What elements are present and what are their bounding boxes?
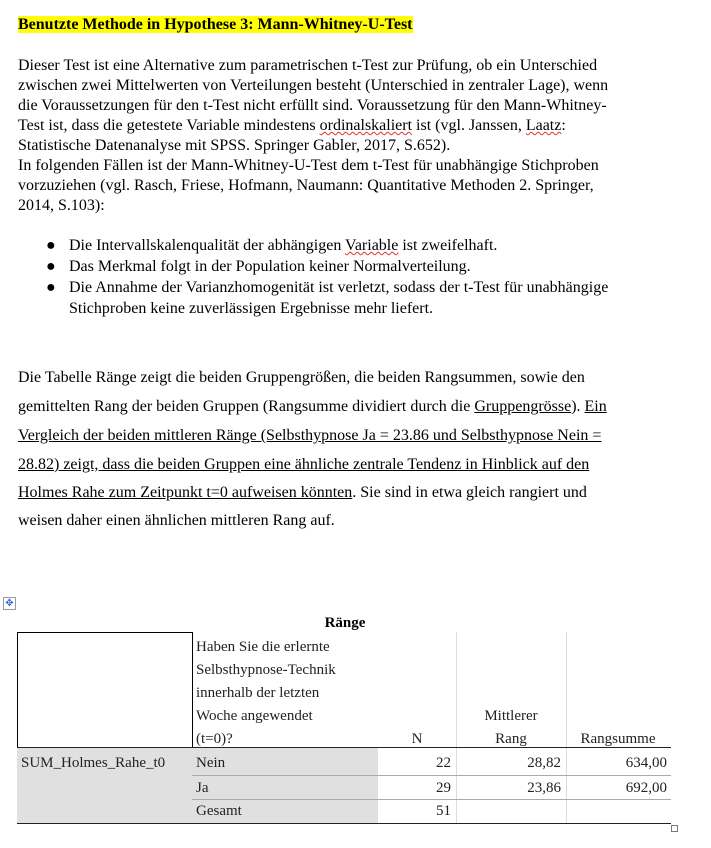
text: :	[561, 117, 566, 134]
cell-n: 51	[436, 803, 451, 819]
list-item: Das Merkmal folgt in der Population keiner Normalverteilung.	[69, 258, 471, 275]
corner-cell	[17, 632, 193, 748]
text: Holmes Rahe zum Zeitpunkt t=0 aufweisen könnten	[18, 484, 353, 501]
text-line: vorzuziehen (vgl. Rasch, Friese, Hofmann, Naumann: Quantitative Methoden 2. Springer,	[18, 177, 594, 194]
table-title: Ränge	[324, 615, 366, 631]
text: Gruppengrösse	[474, 398, 572, 415]
list-item-continuation: Stichproben keine zuverlässigen Ergebnisse mehr liefert.	[69, 300, 434, 317]
spellcheck-word[interactable]: Laatz	[525, 117, 562, 134]
list-item	[69, 236, 497, 256]
header-text: Woche angewendet	[196, 708, 313, 724]
cell-rank-sum: 692,00	[625, 780, 667, 796]
divider	[192, 775, 671, 776]
list-item: Die Annahme der Varianzhomogenität ist verletzt, sodass der t-Test für unabhängige	[69, 279, 609, 296]
header-text: Selbsthypnose-Technik	[196, 662, 336, 678]
divider	[17, 747, 671, 748]
bullet-icon: ●	[46, 258, 56, 275]
column-header-n: N	[411, 731, 423, 747]
header-text: innerhalb der letzten	[196, 685, 320, 701]
text-line	[18, 397, 607, 417]
text: gemittelten Rang der beiden Gruppen (Rangsumme dividiert durch die	[18, 398, 475, 415]
text-line: 28.82) zeigt, dass die beiden Gruppen eine ähnliche zentrale Tendenz in Hinblick auf den	[18, 456, 590, 473]
row-label: Ja	[196, 780, 209, 796]
text-line: Dieser Test ist eine Alternative zum parametrischen t-Test zur Prüfung, ob ein Unterschied	[18, 57, 598, 74]
text: Ein	[584, 398, 607, 415]
variable-label: SUM_Holmes_Rahe_t0	[21, 755, 166, 771]
column-header-mean-rank: Mittlerer	[484, 708, 538, 724]
row-label: Nein	[196, 755, 226, 771]
text-line: Statistische Datenanalyse mit SPSS. Springer Gabler, 2017, S.652).	[18, 137, 451, 154]
divider	[17, 823, 671, 824]
header-text: Haben Sie die erlernte	[196, 639, 330, 655]
text: . Sie sind in etwa gleich rangiert und	[352, 484, 587, 501]
spellcheck-word[interactable]: ordinalskaliert	[319, 117, 413, 134]
cell-mean-rank: 23,86	[527, 780, 561, 796]
text-line: Die Tabelle Ränge zeigt die beiden Gruppengrößen, die beiden Rangsummen, sowie den	[18, 369, 585, 386]
cell-n: 22	[436, 755, 451, 771]
text: ist zweifelhaft.	[398, 237, 498, 254]
text-line: In folgenden Fällen ist der Mann-Whitney-U-Test dem t-Test für unabhängige Stichproben	[18, 157, 599, 174]
text-line: weisen daher einen ähnlichen mittleren Rang auf.	[18, 512, 335, 529]
text: ).	[571, 398, 585, 415]
text-line	[18, 116, 566, 136]
cell-n: 29	[436, 780, 451, 796]
header-text: (t=0)?	[196, 731, 233, 747]
cell-mean-rank: 28,82	[527, 755, 561, 771]
heading: Benutzte Methode in Hypothese 3: Mann-Whitney-U-Test	[18, 16, 413, 33]
bullet-icon: ●	[46, 279, 56, 296]
row-label: Gesamt	[196, 803, 242, 819]
text: Test ist, dass die getestete Variable mindestens	[18, 117, 320, 134]
table-resize-handle[interactable]	[671, 825, 678, 832]
bullet-icon: ●	[46, 237, 56, 254]
spellcheck-word[interactable]: Variable	[345, 237, 399, 254]
text: Die Intervallskalenqualität der abhängigen	[69, 237, 346, 254]
table-move-handle-icon[interactable]: ✥	[3, 597, 16, 610]
cell-rank-sum: 634,00	[625, 755, 667, 771]
text-line: die Voraussetzungen für den t-Test nicht erfüllt sind. Voraussetzung für den Mann-Whitney-	[18, 97, 607, 114]
column-header-mean-rank: Rang	[495, 731, 527, 747]
text-line	[18, 483, 587, 503]
text: ist (vgl. Janssen,	[412, 117, 526, 134]
text-line: Vergleich der beiden mittleren Ränge (Selbsthypnose Ja = 23.86 und Selbsthypnose Nein =	[18, 427, 602, 444]
column-header-rank-sum: Rangsumme	[580, 731, 656, 747]
text-line: zwischen zwei Mittelwerten von Verteilungen besteht (Unterschied in zentraler Lage), wenn	[18, 77, 609, 94]
text-line: 2014, S.103):	[18, 197, 105, 214]
